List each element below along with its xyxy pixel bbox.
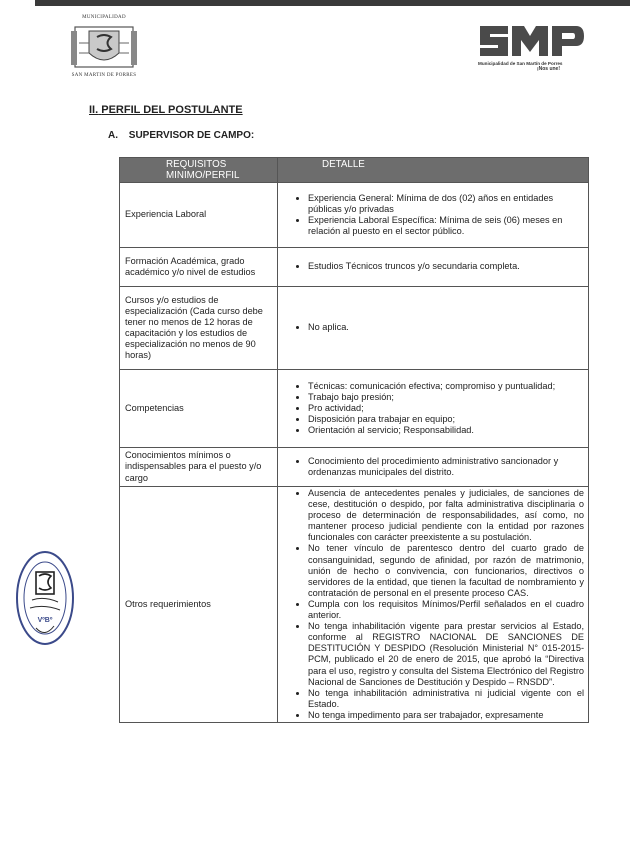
table-row <box>120 448 589 487</box>
detail-item: • No aplica. <box>308 322 584 333</box>
row-label: Otros requerimientos <box>120 487 278 723</box>
detail-item: • No tener vínculo de parentesco dentro del cuarto grado de consanguinidad, segundo de afinidad, por razón de matrimonio, unión de hecho o convivencia, con funcionarios, directivos o servidores de la entidad, que tienen la facultad de nombramiento y contratación de personal en el presente proceso CAS. <box>308 543 584 598</box>
detail-item: • Conocimiento del procedimiento administrativo sancionador y ordenanzas municipales del distrito. <box>308 456 584 478</box>
row-label: Conocimientos mínimos o indispensables para el puesto y/o cargo <box>120 448 278 487</box>
stamp-seal-icon <box>14 548 76 648</box>
detail-item: • Cumpla con los requisitos Mínimos/Perfil señalados en el cuadro anterior. <box>308 599 584 621</box>
table-row <box>120 370 589 448</box>
smp-logo-slogan: ¡Nos une! <box>536 66 560 72</box>
detail-item: • Ausencia de antecedentes penales y judiciales, de sanciones de cese, destitución o despido, por falta administrativa disciplinaria o proceso de determinación de responsabilidades, así como, no mantener proceso judicial pendiente con la entidad por razones funcionales con carácter preexistente a su postulación. <box>308 488 584 543</box>
table-row <box>120 287 589 370</box>
row-detail <box>278 183 589 248</box>
detail-item: • No tenga inhabilitación administrativa ni judicial vigente con el Estado. <box>308 688 584 710</box>
crest-top-text: MUNICIPALIDAD <box>82 15 126 20</box>
section-number: II. <box>89 104 99 116</box>
approval-stamp <box>14 548 76 648</box>
subsection-heading <box>108 130 254 141</box>
row-label: Formación Académica, grado académico y/o nivel de estudios <box>120 248 278 287</box>
table-row <box>120 183 589 248</box>
subsection-letter: A. <box>108 130 118 141</box>
header-detalle: DETALLE <box>278 158 589 183</box>
detail-item: • Disposición para trabajar en equipo; <box>308 414 584 425</box>
row-label: Competencias <box>120 370 278 448</box>
detail-item: • Experiencia General: Mínima de dos (02) años en entidades públicas y/o privadas <box>308 193 584 215</box>
detail-item: • Experiencia Laboral Específica: Mínima de seis (06) meses en relación al puesto en el sector público. <box>308 215 584 237</box>
row-label: Experiencia Laboral <box>120 183 278 248</box>
detail-item: • No tenga impedimento para ser trabajador, expresamente <box>308 710 584 721</box>
table-row <box>120 487 589 723</box>
row-detail <box>278 487 589 723</box>
detail-item: • Trabajo bajo presión; <box>308 392 584 403</box>
row-detail <box>278 370 589 448</box>
row-detail <box>278 287 589 370</box>
detail-item: • Pro actividad; <box>308 403 584 414</box>
stamp-text: VºBº <box>37 617 53 624</box>
subsection-title: SUPERVISOR DE CAMPO: <box>128 130 255 141</box>
smp-logo <box>478 24 588 72</box>
detail-item: • No tenga inhabilitación vigente para prestar servicios al Estado, conforme al REGISTRO NACIONAL DE SANCIONES DE DESTITUCIÓN Y DESPIDO (Resolución Ministerial N° 015-2015-PCM, publicado el 20 de enero de 2015, que aprobó la “Directiva para el uso, registro y consulta del Sistema Electrónico del Registro Nacional de Sanciones de Destitución y Despido – RNSDD”. <box>308 621 584 688</box>
crest-bottom-text: SAN MARTIN DE PORRES <box>71 73 137 78</box>
smp-logo-caption: Municipalidad de San Martín de Porres <box>478 61 563 66</box>
row-label: Cursos y/o estudios de especialización (Cada curso debe tener no menos de 12 horas de capacitación y los estudios de especialización no menos de 90 horas) <box>120 287 278 370</box>
requirements-table <box>119 157 589 723</box>
row-detail <box>278 248 589 287</box>
section-title: PERFIL DEL POSTULANTE <box>101 104 243 116</box>
table-header-row <box>120 158 589 183</box>
header-requisitos: REQUISITOS MINIMO/PERFIL <box>120 158 278 183</box>
page-top-border <box>35 0 630 6</box>
section-heading <box>89 104 243 116</box>
crest-emblem-icon <box>69 23 139 71</box>
municipality-crest-logo <box>66 15 142 79</box>
detail-item: • Orientación al servicio; Responsabilidad. <box>308 425 584 436</box>
row-detail <box>278 448 589 487</box>
detail-item: • Técnicas: comunicación efectiva; compromiso y puntualidad; <box>308 381 584 392</box>
smp-wordmark-icon <box>478 24 588 58</box>
table-row <box>120 248 589 287</box>
detail-item: • Estudios Técnicos truncos y/o secundaria completa. <box>308 261 584 272</box>
